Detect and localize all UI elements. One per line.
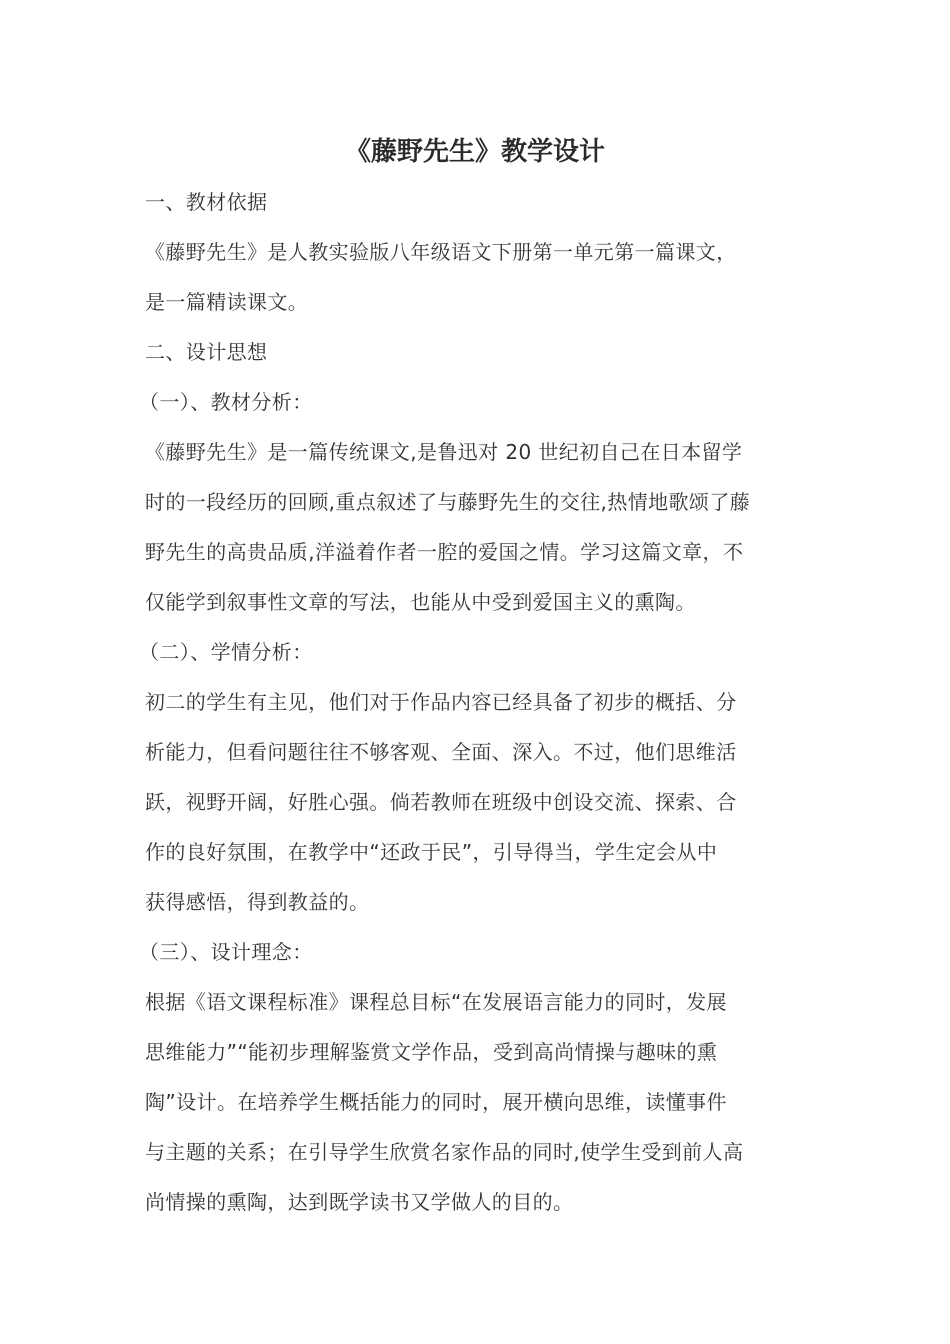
paragraph-line: 《藤野先生》是一篇传统课文,是鲁迅对 20 世纪初自己在日本留学 [145,440,743,464]
paragraph-line: 尚情操的熏陶，达到既学读书又学做人的目的。 [145,1190,574,1214]
paragraph-line: 思维能力”“能初步理解鉴赏文学作品，受到高尚情操与趣味的熏 [145,1040,718,1064]
section-heading-textbook-basis: 一、教材依据 [145,190,268,214]
subsection-heading-student-analysis: （二）、学情分析： [139,640,313,664]
paragraph-line: 与主题的关系；在引导学生欣赏名家作品的同时,使学生受到前人高 [145,1140,744,1164]
subsection-heading-design-concept: （三）、设计理念： [139,940,313,964]
document-title: 《藤野先生》教学设计 [344,137,605,167]
paragraph-line: 作的良好氛围，在教学中“还政于民”，引导得当，学生定会从中 [145,840,718,864]
paragraph-line: 野先生的高贵品质,洋溢着作者一腔的爱国之情。学习这篇文章，不 [145,540,744,564]
paragraph-line: 《藤野先生》是人教实验版八年级语文下册第一单元第一篇课文， [145,240,737,264]
paragraph-line: 仅能学到叙事性文章的写法，也能从中受到爱国主义的熏陶。 [145,590,696,614]
subsection-heading-textbook-analysis: （一）、教材分析： [139,390,313,414]
paragraph-line: 是一篇精读课文。 [145,290,309,314]
paragraph-line: 获得感悟，得到教益的。 [145,890,370,914]
paragraph-line: 时的一段经历的回顾,重点叙述了与藤野先生的交往,热情地歌颂了藤 [145,490,751,514]
paragraph-line: 跃，视野开阔，好胜心强。倘若教师在班级中创设交流、探索、合 [145,790,737,814]
paragraph-line: 初二的学生有主见，他们对于作品内容已经具备了初步的概括、分 [145,690,737,714]
paragraph-line: 陶”设计。在培养学生概括能力的同时，展开横向思维，读懂事件 [145,1090,727,1114]
document-body [139,177,815,1227]
paragraph-line: 根据《语文课程标准》课程总目标“在发展语言能力的同时，发展 [145,990,727,1014]
section-heading-design-thought: 二、设计思想 [145,340,268,364]
paragraph-line: 析能力，但看问题往往不够客观、全面、深入。不过，他们思维活 [145,740,737,764]
